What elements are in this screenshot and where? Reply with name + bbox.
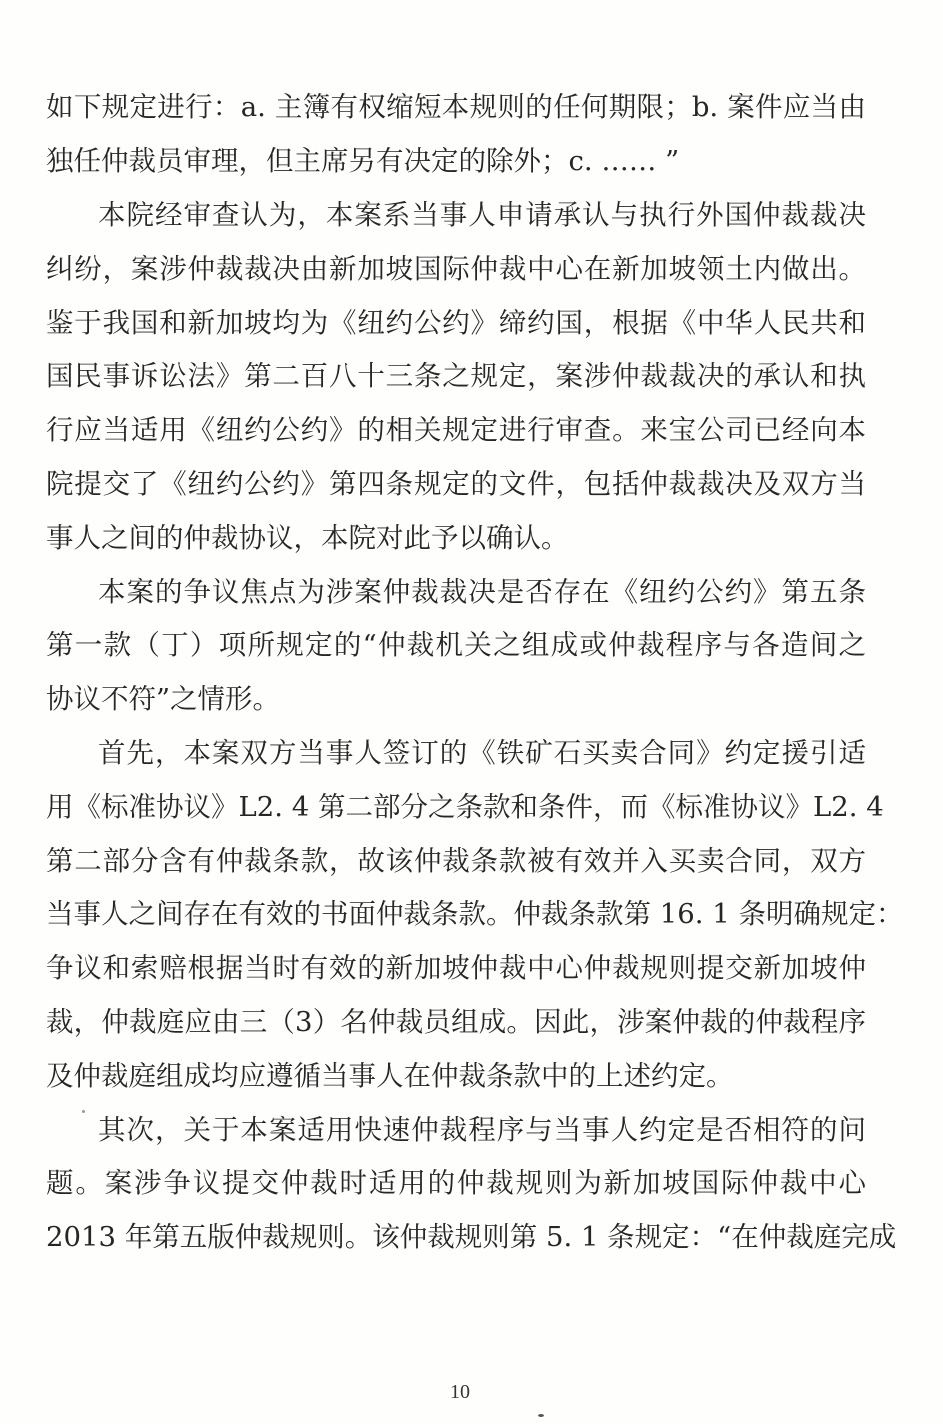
text-line: 用《标准协议》L2. 4 第二部分之条款和条件，而《标准协议》L2. 4 [46,791,884,823]
text-line: 题。案涉争议提交仲裁时适用的仲裁规则为新加坡国际仲裁中心 [46,1167,866,1199]
page-number: 10 [450,1381,470,1403]
text-line: 如下规定进行：a. 主簿有权缩短本规则的任何期限；b. 案件应当由 [46,91,866,123]
scan-speck [82,1110,85,1113]
scan-speck [538,1414,544,1417]
paragraph-first-line: 本案的争议焦点为涉案仲裁裁决是否存在《纽约公约》第五条 [98,576,866,608]
paragraph-first-line: 首先，本案双方当事人签订的《铁矿石买卖合同》约定援引适 [98,737,866,769]
text-line: 当事人之间存在有效的书面仲裁条款。仲裁条款第 16. 1 条明确规定： [46,898,904,930]
paragraph-first-line: 本院经审查认为，本案系当事人申请承认与执行外国仲裁裁决 [98,199,866,231]
text-line: 独任仲裁员审理，但主席另有决定的除外；c. …… ” [46,145,680,177]
text-line: 2013 年第五版仲裁规则。该仲裁规则第 5. 1 条规定：“在仲裁庭完成 [46,1221,897,1253]
text-line: 事人之间的仲裁协议，本院对此予以确认。 [46,522,569,554]
text-line: 行应当适用《纽约公约》的相关规定进行审查。来宝公司已经向本 [46,414,866,446]
paragraph-first-line: 其次，关于本案适用快速仲裁程序与当事人约定是否相符的问 [98,1114,866,1146]
text-line: 第二部分含有仲裁条款，故该仲裁条款被有效并入买卖合同，双方 [46,845,866,877]
text-line: 及仲裁庭组成均应遵循当事人在仲裁条款中的上述约定。 [46,1060,734,1092]
text-line: 第一款（丁）项所规定的“仲裁机关之组成或仲裁程序与各造间之 [46,629,866,661]
text-line: 争议和索赔根据当时有效的新加坡仲裁中心仲裁规则提交新加坡仲 [46,952,866,984]
text-line: 鉴于我国和新加坡均为《纽约公约》缔约国，根据《中华人民共和 [46,307,866,339]
text-line: 协议不符”之情形。 [46,683,281,715]
text-line: 裁，仲裁庭应由三（3）名仲裁员组成。因此，涉案仲裁的仲裁程序 [46,1006,866,1038]
text-line: 院提交了《纽约公约》第四条规定的文件，包括仲裁裁决及双方当 [46,468,866,500]
text-line: 国民事诉讼法》第二百八十三条之规定，案涉仲裁裁决的承认和执 [46,360,866,392]
text-line: 纠纷，案涉仲裁裁决由新加坡国际仲裁中心在新加坡领土内做出。 [46,253,866,285]
